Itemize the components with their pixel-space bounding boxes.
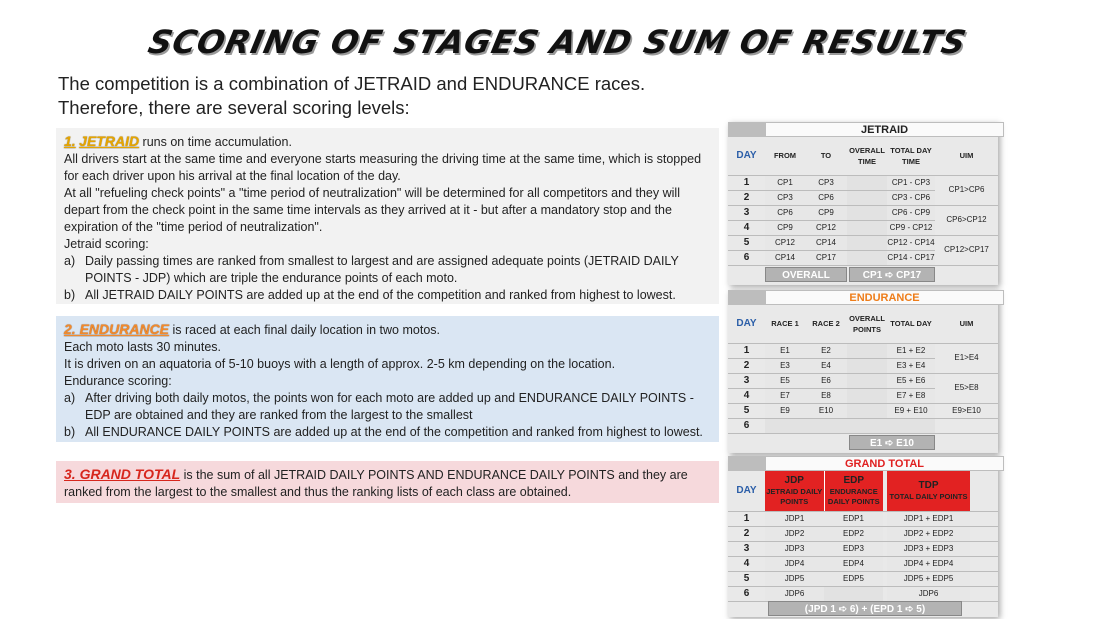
jetraid-heading-line: [64, 133, 711, 151]
table-row: [728, 343, 998, 358]
list-text: All JETRAID DAILY POINTS are added up at the end of the competition and ranked from highest to lowest.: [85, 288, 676, 302]
race1-cell: [765, 418, 805, 433]
to-cell: CP9: [805, 205, 847, 220]
jetraid-paragraph-2: At all "refueling check points" a "time period of neutralization" will be determined for all competitors and they will depart from the check point in the same time intervals as they arrived at it - but after a mandatory stop and the expiration of the "time period of neutralization".: [64, 186, 680, 234]
table-corner: [728, 290, 765, 305]
header-tdp-caption: TOTAL DAILY POINTS: [889, 492, 968, 502]
table-corner: [728, 122, 765, 137]
total-day-cell: E5 + E6: [887, 373, 935, 388]
jetraid-item-a: [64, 253, 711, 287]
grand-total-footer-range: (JPD 1 ➪ 6) + (EPD 1 ➪ 5): [768, 601, 962, 616]
uim-cell: CP12>CP17: [935, 235, 998, 265]
header-uim: UIM: [935, 305, 998, 343]
jetraid-footer-range: CP1 ➪ CP17: [849, 267, 935, 282]
intro-line-2: Therefore, there are several scoring levels:: [58, 97, 410, 118]
jetraid-table: [728, 122, 998, 285]
header-day: DAY: [728, 305, 765, 343]
total-day-cell: CP3 - CP6: [887, 190, 935, 205]
race2-cell: E8: [805, 388, 847, 403]
table-corner: [728, 456, 765, 471]
header-edp: [824, 471, 883, 511]
header-edp-label: EDP: [843, 475, 865, 487]
to-cell: CP17: [805, 250, 847, 265]
header-race-2: RACE 2: [805, 305, 847, 343]
grand-total-heading: 3. GRAND TOTAL: [64, 466, 181, 482]
day-cell: 1: [728, 343, 765, 358]
jdp-cell: JDP5: [765, 571, 824, 586]
grand-total-table: [728, 456, 998, 617]
to-cell: CP6: [805, 190, 847, 205]
table-row: [728, 403, 998, 418]
total-day-cell: CP6 - CP9: [887, 205, 935, 220]
overall-cell: [847, 235, 887, 250]
edp-cell: EDP5: [824, 571, 883, 586]
header-jdp-label: JDP: [784, 475, 804, 487]
jetraid-paragraph-1: All drivers start at the same time and everyone starts measuring the driving time at the same time, which is stopped for each driver upon his arrival at the final location of the day.: [64, 152, 702, 183]
day-cell: 3: [728, 541, 765, 556]
intro-line-1: The competition is a combination of JETRAID and ENDURANCE races.: [58, 73, 646, 94]
day-cell: 5: [728, 571, 765, 586]
day-cell: 6: [728, 586, 765, 601]
page-title: SCORING OF STAGES AND SUM OF RESULTS: [144, 23, 971, 61]
tdp-cell: JDP5 + EDP5: [887, 571, 970, 586]
overall-cell: [847, 205, 887, 220]
endurance-paragraph-3: Endurance scoring:: [64, 374, 172, 388]
race1-cell: E9: [765, 403, 805, 418]
jdp-cell: JDP1: [765, 511, 824, 526]
jetraid-footer-overall: OVERALL: [765, 267, 847, 282]
endurance-footer-range: E1 ➪ E10: [849, 435, 935, 450]
tdp-cell: JDP4 + EDP4: [887, 556, 970, 571]
edp-cell: [824, 586, 883, 601]
edp-cell: EDP3: [824, 541, 883, 556]
to-cell: CP12: [805, 220, 847, 235]
header-jdp-caption: JETRAID DAILY POINTS: [766, 487, 823, 507]
day-cell: 5: [728, 235, 765, 250]
day-cell: 4: [728, 388, 765, 403]
uim-cell: [935, 418, 998, 433]
from-cell: CP1: [765, 175, 805, 190]
tdp-cell: JDP1 + EDP1: [887, 511, 970, 526]
endurance-table: [728, 290, 998, 453]
uim-cell: E1>E4: [935, 343, 998, 373]
uim-cell: E9>E10: [935, 403, 998, 418]
header-day: DAY: [728, 471, 765, 511]
table-row: [728, 175, 998, 190]
header-overall-points: OVERALL POINTS: [847, 305, 887, 343]
day-cell: 2: [728, 190, 765, 205]
to-cell: CP3: [805, 175, 847, 190]
total-day-cell: E7 + E8: [887, 388, 935, 403]
grand-total-text: is the sum of all JETRAID DAILY POINTS AND ENDURANCE DAILY POINTS and they are ranked from the largest to the smallest and thus the ranking lists of each class are obtained.: [64, 468, 688, 499]
to-cell: CP14: [805, 235, 847, 250]
tdp-cell: JDP2 + EDP2: [887, 526, 970, 541]
jetraid-paragraph-3: Jetraid scoring:: [64, 237, 149, 251]
jetraid-table-title: JETRAID: [765, 122, 1004, 137]
intro-text: [58, 72, 718, 120]
table-row: [728, 205, 998, 220]
spacer-cell: [970, 571, 998, 586]
table-row: [728, 373, 998, 388]
grand-total-grid: [728, 471, 998, 602]
jdp-cell: JDP4: [765, 556, 824, 571]
overall-cell: [847, 403, 887, 418]
jetraid-heading-rest: runs on time accumulation.: [139, 135, 292, 149]
day-cell: 4: [728, 220, 765, 235]
header-spacer: [970, 471, 998, 511]
race2-cell: E6: [805, 373, 847, 388]
jetraid-number: 1.: [64, 133, 76, 149]
overall-cell: [847, 373, 887, 388]
table-row: [728, 571, 998, 586]
header-overall-time: OVERALL TIME: [847, 137, 887, 175]
table-row: [728, 235, 998, 250]
from-cell: CP12: [765, 235, 805, 250]
day-cell: 1: [728, 511, 765, 526]
endurance-grid: [728, 305, 998, 434]
uim-cell: E5>E8: [935, 373, 998, 403]
total-day-cell: CP12 - CP14: [887, 235, 935, 250]
total-day-cell: E9 + E10: [887, 403, 935, 418]
list-marker: a): [64, 254, 76, 268]
race1-cell: E5: [765, 373, 805, 388]
jdp-cell: JDP6: [765, 586, 824, 601]
day-cell: 4: [728, 556, 765, 571]
jetraid-section: [56, 128, 719, 304]
race2-cell: E10: [805, 403, 847, 418]
edp-cell: EDP4: [824, 556, 883, 571]
total-day-cell: CP1 - CP3: [887, 175, 935, 190]
header-race-1: RACE 1: [765, 305, 805, 343]
header-total-day: TOTAL DAY: [887, 305, 935, 343]
overall-cell: [847, 190, 887, 205]
list-text: All ENDURANCE DAILY POINTS are added up at the end of the competition and ranked from highest to lowest.: [85, 425, 703, 439]
total-day-cell: CP14 - CP17: [887, 250, 935, 265]
endurance-paragraph-1: Each moto lasts 30 minutes.: [64, 340, 222, 354]
grand-total-section: [56, 461, 719, 503]
header-day: DAY: [728, 137, 765, 175]
uim-cell: CP1>CP6: [935, 175, 998, 205]
jetraid-heading: JETRAID: [79, 133, 140, 149]
tdp-cell: JDP3 + EDP3: [887, 541, 970, 556]
list-text: Daily passing times are ranked from smallest to largest and are assigned adequate points (JETRAID DAILY POINTS - JDP) which are triple the endurance points of each moto.: [85, 254, 679, 285]
table-row: [728, 511, 998, 526]
tdp-cell: JDP6: [887, 586, 970, 601]
table-row: [728, 586, 998, 601]
total-day-cell: [887, 418, 935, 433]
list-marker: b): [64, 425, 76, 439]
total-day-cell: E3 + E4: [887, 358, 935, 373]
overall-cell: [847, 358, 887, 373]
endurance-heading-line: [64, 321, 711, 339]
jdp-cell: JDP2: [765, 526, 824, 541]
race2-cell: [805, 418, 847, 433]
endurance-heading: 2. ENDURANCE: [64, 321, 170, 337]
header-tdp-label: TDP: [918, 480, 939, 492]
day-cell: 5: [728, 403, 765, 418]
uim-cell: CP6>CP12: [935, 205, 998, 235]
header-uim: UIM: [935, 137, 998, 175]
day-cell: 6: [728, 250, 765, 265]
race2-cell: E4: [805, 358, 847, 373]
grand-total-table-title: GRAND TOTAL: [765, 456, 1004, 471]
day-cell: 2: [728, 526, 765, 541]
header-tdp: [887, 471, 970, 511]
day-cell: 3: [728, 373, 765, 388]
day-cell: 1: [728, 175, 765, 190]
endurance-table-title: ENDURANCE: [765, 290, 1004, 305]
table-row: [728, 526, 998, 541]
race1-cell: E1: [765, 343, 805, 358]
endurance-item-a: [64, 390, 711, 424]
overall-cell: [847, 418, 887, 433]
header-jdp: [765, 471, 824, 511]
jetraid-item-b: [64, 287, 711, 304]
race1-cell: E7: [765, 388, 805, 403]
from-cell: CP3: [765, 190, 805, 205]
day-cell: 2: [728, 358, 765, 373]
edp-cell: EDP2: [824, 526, 883, 541]
endurance-heading-rest: is raced at each final daily location in two motos.: [169, 323, 440, 337]
list-text: After driving both daily motos, the points won for each moto are added up and ENDURANCE DAILY POINTS - EDP are obtained and they are ranked from the largest to the smallest: [85, 391, 694, 422]
overall-cell: [847, 388, 887, 403]
table-row: [728, 541, 998, 556]
header-from: FROM: [765, 137, 805, 175]
endurance-item-b: [64, 424, 711, 441]
list-marker: b): [64, 288, 76, 302]
list-marker: a): [64, 391, 76, 405]
from-cell: CP6: [765, 205, 805, 220]
endurance-section: [56, 316, 719, 442]
from-cell: CP9: [765, 220, 805, 235]
spacer-cell: [970, 511, 998, 526]
header-to: TO: [805, 137, 847, 175]
overall-cell: [847, 175, 887, 190]
overall-cell: [847, 220, 887, 235]
race2-cell: E2: [805, 343, 847, 358]
spacer-cell: [970, 541, 998, 556]
spacer-cell: [970, 526, 998, 541]
header-total-day-time: TOTAL DAY TIME: [887, 137, 935, 175]
jetraid-grid: [728, 137, 998, 266]
total-day-cell: E1 + E2: [887, 343, 935, 358]
from-cell: CP14: [765, 250, 805, 265]
table-row: [728, 556, 998, 571]
overall-cell: [847, 250, 887, 265]
spacer-cell: [970, 586, 998, 601]
total-day-cell: CP9 - CP12: [887, 220, 935, 235]
spacer-cell: [970, 556, 998, 571]
header-edp-caption: ENDURANCE DAILY POINTS: [827, 487, 880, 507]
table-row: [728, 418, 998, 433]
day-cell: 3: [728, 205, 765, 220]
day-cell: 6: [728, 418, 765, 433]
edp-cell: EDP1: [824, 511, 883, 526]
endurance-paragraph-2: It is driven on an aquatoria of 5-10 buoys with a length of approx. 2-5 km depending on the location.: [64, 357, 616, 371]
overall-cell: [847, 343, 887, 358]
jdp-cell: JDP3: [765, 541, 824, 556]
race1-cell: E3: [765, 358, 805, 373]
